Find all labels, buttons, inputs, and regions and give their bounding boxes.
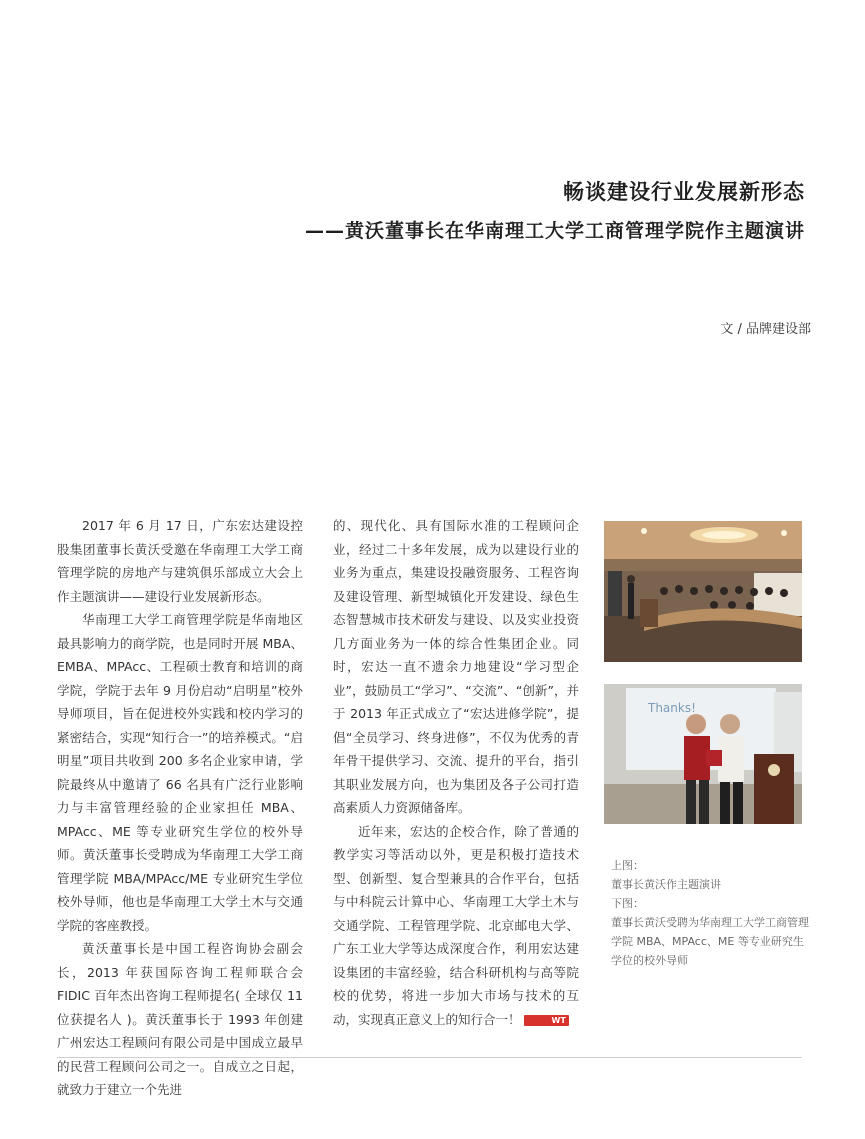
caption-upper-text: 董事长黄沃作主题演讲 [611,878,721,891]
paragraph: 华南理工大学工商管理学院是华南地区最具影响力的商学院，也是同时开展 MBA、EMBA、MPAcc、工程硕士教育和培训的商学院，学院于去年 9 月份启动“启明星”校外导师项目，旨在促进校外实践和校内学习的紧密结合，实现“知行合一”的培养模式。“启明星”项目共收到 200 多名企业家申请，学院最终从中邀请了 66 名具有广泛行业影响力与丰富管理经验的企业家担任 MBA、MPAcc、ME 等专业研究生学位的校外导师。黄沃董事长受聘成为华南理工大学工商管理学院 MBA/MPAcc/ME 专业研究生学位校外导师，他也是华南理工大学土木与交通学院的客座教授。 [57,612,303,933]
lecture-hall-illustration [604,521,802,662]
end-mark-logo: WT [524,1015,569,1026]
slide-text: Thanks! [648,701,696,715]
article-subtitle: ——黄沃董事长在华南理工大学工商管理学院作主题演讲 [304,220,805,242]
photo-appointment [604,684,802,824]
byline: 文 / 品牌建设部 [720,322,811,337]
body-column-1 [57,514,303,1102]
photo-lecture-hall [604,521,802,662]
article-title: 畅谈建设行业发展新形态 [563,180,805,204]
paragraph: 的、现代化、具有国际水准的工程顾问企业，经过二十多年发展，成为以建设行业的业务为重点，集建设投融资服务、工程咨询及建设管理、新型城镇化开发建设、绿色生态智慧城市技术研发与建设、以及实业投资几方面业务为一体的综合性集团企业。同时，宏达一直不遗余力地建设“学习型企业”，鼓励员工“学习”、“交流”、“创新”，并于 2013 年正式成立了“宏达进修学院”，提倡“全员学习、终身进修”，不仅为优秀的青年骨干提供学习、交流、提升的平台，指引其职业发展方向，也为集团及各子公司打造高素质人力资源储备库。 [333,518,579,815]
caption-lower-label: 下图： [611,897,644,910]
caption-lower-text: 董事长黄沃受聘为华南理工大学工商管理学院 MBA、MPAcc、ME 等专业研究生学位的校外导师 [611,916,809,967]
paragraph: 黄沃董事长是中国工程咨询协会副会长，2013 年获国际咨询工程师联合会 FIDIC 百年杰出咨询工程师提名( 全球仅 11 位获提名人 )。黄沃董事长于 1993 年创建广州宏达工程顾问有限公司是中国成立最早的民营工程顾问公司之一。自成立之日起，就致力于建立一个先进 [57,941,303,1097]
caption-upper-label: 上图： [611,859,644,872]
body-column-2 [333,514,579,1031]
paragraph-text: 近年来，宏达的企校合作，除了普通的教学实习等活动以外，更是积极打造技术型、创新型、复合型兼具的合作平台，包括与中科院云计算中心、华南理工大学土木与交通学院、工程管理学院、北京邮电大学、广东工业大学等达成深度合作，利用宏达建设集团的丰富经验，结合科研机构与高等院校的优势，将进一步加大市场与技术的互动，实现真正意义上的知行合一！ [333,823,579,1027]
photo-caption [611,856,811,970]
paragraph: 2017 年 6 月 17 日，广东宏达建设控股集团董事长黄沃受邀在华南理工大学工商管理学院的房地产与建筑俱乐部成立大会上作主题演讲——建设行业发展新形态。 [57,518,303,604]
paragraph [333,820,579,1032]
appointment-illustration [604,684,802,824]
bottom-divider [57,1057,802,1058]
